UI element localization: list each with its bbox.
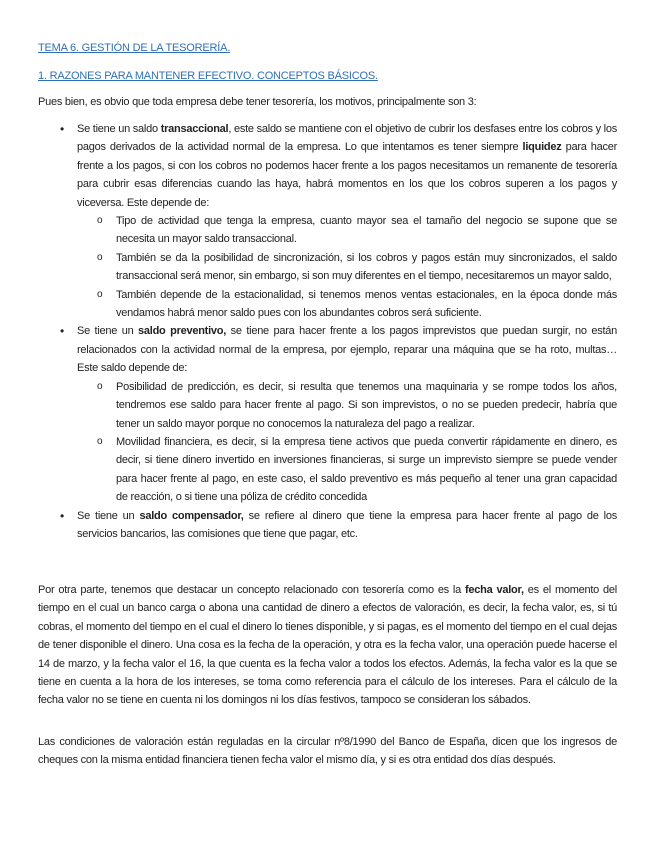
list-item-compensador: • Se tiene un saldo compensador, se refiere al dinero que tiene la empresa para hacer frente al pago de los servicios bancarios, las comisiones que tiene que pagar, etc.: [38, 507, 617, 544]
list-item-preventivo: • Se tiene un saldo preventivo, se tiene para hacer frente a los pagos imprevistos que puedan surgir, no están relacionados con la actividad normal de la empresa, por ejemplo, reparar una máquina que se ha roto, multas… Este saldo depende de: o Posibilidad de predicción, es decir, si resulta que tenemos una maquinaria y se rompe todos los años, tendremos ese saldo para hacer frente al pago. Si son imprevistos, o no se pueden predecir, habría que tener un saldo mayor porque no conocemos la naturaleza del pago a realizar. o Movilidad financiera, es decir, si la empresa tiene activos que pueda convertir rápidamente en dinero, es decir, si tiene dinero invertido en inversiones financieras, si surge un imprevisto siempre se puede vender para hacer frente al pago, en este caso, el saldo preventivo es más pequeño al tener una gran capacidad de reacción, o si tiene una póliza de crédito concedida: [38, 322, 617, 506]
sub-item: o También se da la posibilidad de sincronización, si los cobros y pagos están muy sincronizados, el saldo transaccional será menor, sin embargo, si son muy diferentes en el tiempo, necesitaremos un mayor saldo,: [77, 249, 617, 286]
term-saldo-preventivo: saldo preventivo,: [138, 325, 227, 338]
list-item-transaccional: • Se tiene un saldo transaccional, este saldo se mantiene con el objetivo de cubrir los desfases entre los cobros y los pagos derivados de la actividad normal de la empresa. Lo que intentamos es tener siempre liquidez para hacer frente a los pagos, si con los cobros no podemos hacer frente a los pagos necesitamos un remanente de tesorería para cubrir esas diferencias cuando las haya, habrá momentos en los que los cobros superen a los pagos y viceversa. Este depende de: o Tipo de actividad que tenga la empresa, cuanto mayor sea el tamaño del negocio se supone que se necesita un mayor saldo transaccional. o También se da la posibilidad de sincronización, si los cobros y pagos están muy sincronizados, el saldo transaccional será menor, sin embargo, si son muy diferentes en el tiempo, necesitaremos un mayor saldo, o También depende de la estacionalidad, si tenemos menos ventas estacionales, en la época donde más vendamos habrá menor saldo pues con los abundantes cobros será suficiente.: [38, 120, 617, 322]
fecha-valor-paragraph: Por otra parte, tenemos que destacar un concepto relacionado con tesorería como es la fecha valor, es el momento del tiempo en el cual un banco carga o abona una cantidad de dinero a efectos de valoración, es decir, la fecha valor, es, si tú cobras, el momento del tiempo en el cual el dinero lo tienes disponible, y si pagas, es el momento del tiempo en el cual dejas de tener disponible el dinero. Una cosa es la fecha de la operación, y otra es la fecha valor, una operación puede hacerse el 14 de marzo, y la fecha valor el 16, la que cuenta es la fecha valor a todos los efectos. Además, la fecha valor es la que se tiene en cuenta a la hora de los intereses, se toma como referencia para el cálculo de los intereses. Para el cálculo de la fecha valor no se tiene en cuenta ni los domingos ni los días festivos, tampoco se consideran los sábados.: [38, 584, 617, 707]
sub-item: o Movilidad financiera, es decir, si la empresa tiene activos que pueda convertir rápidamente en dinero, es decir, si tiene dinero invertido en inversiones financieras, si surge un imprevisto siempre se puede vender para hacer frente al pago, en este caso, el saldo preventivo es más pequeño al tener una gran capacidad de reacción, o si tiene una póliza de crédito concedida: [77, 433, 617, 507]
sub-item: o Tipo de actividad que tenga la empresa, cuanto mayor sea el tamaño del negocio se supone que se necesita un mayor saldo transaccional.: [77, 212, 617, 249]
sub-item: o Posibilidad de predicción, es decir, si resulta que tenemos una maquinaria y se rompe todos los años, tendremos ese saldo para hacer frente al pago. Si son imprevistos, o no se pueden predecir, habría que tener un saldo mayor porque no conocemos la naturaleza del pago a realizar.: [77, 378, 617, 433]
sublist-preventivo: [77, 378, 617, 507]
page-title: TEMA 6. GESTIÓN DE LA TESORERÍA.: [38, 42, 231, 54]
sublist-transaccional: [77, 212, 617, 322]
section-heading: 1. RAZONES PARA MANTENER EFECTIVO. CONCEPTOS BÁSICOS.: [38, 70, 378, 82]
sub-item: o También depende de la estacionalidad, si tenemos menos ventas estacionales, en la época donde más vendamos habrá menor saldo pues con los abundantes cobros será suficiente.: [77, 286, 617, 323]
term-transaccional: transaccional: [160, 123, 229, 135]
term-fecha-valor: fecha valor,: [465, 584, 524, 596]
term-saldo-compensador: saldo compensador,: [139, 509, 244, 522]
condiciones-paragraph: Las condiciones de valoración están reguladas en la circular nº8/1990 del Banco de España, dicen que los ingresos de cheques con la misma entidad financiera tienen fecha valor el mismo día, y si es otra entidad dos días después.: [38, 736, 617, 767]
intro-paragraph: Pues bien, es obvio que toda empresa debe tener tesorería, los motivos, principalmente son 3:: [38, 96, 477, 108]
term-liquidez: liquidez: [522, 141, 562, 154]
reasons-list: [38, 120, 617, 543]
